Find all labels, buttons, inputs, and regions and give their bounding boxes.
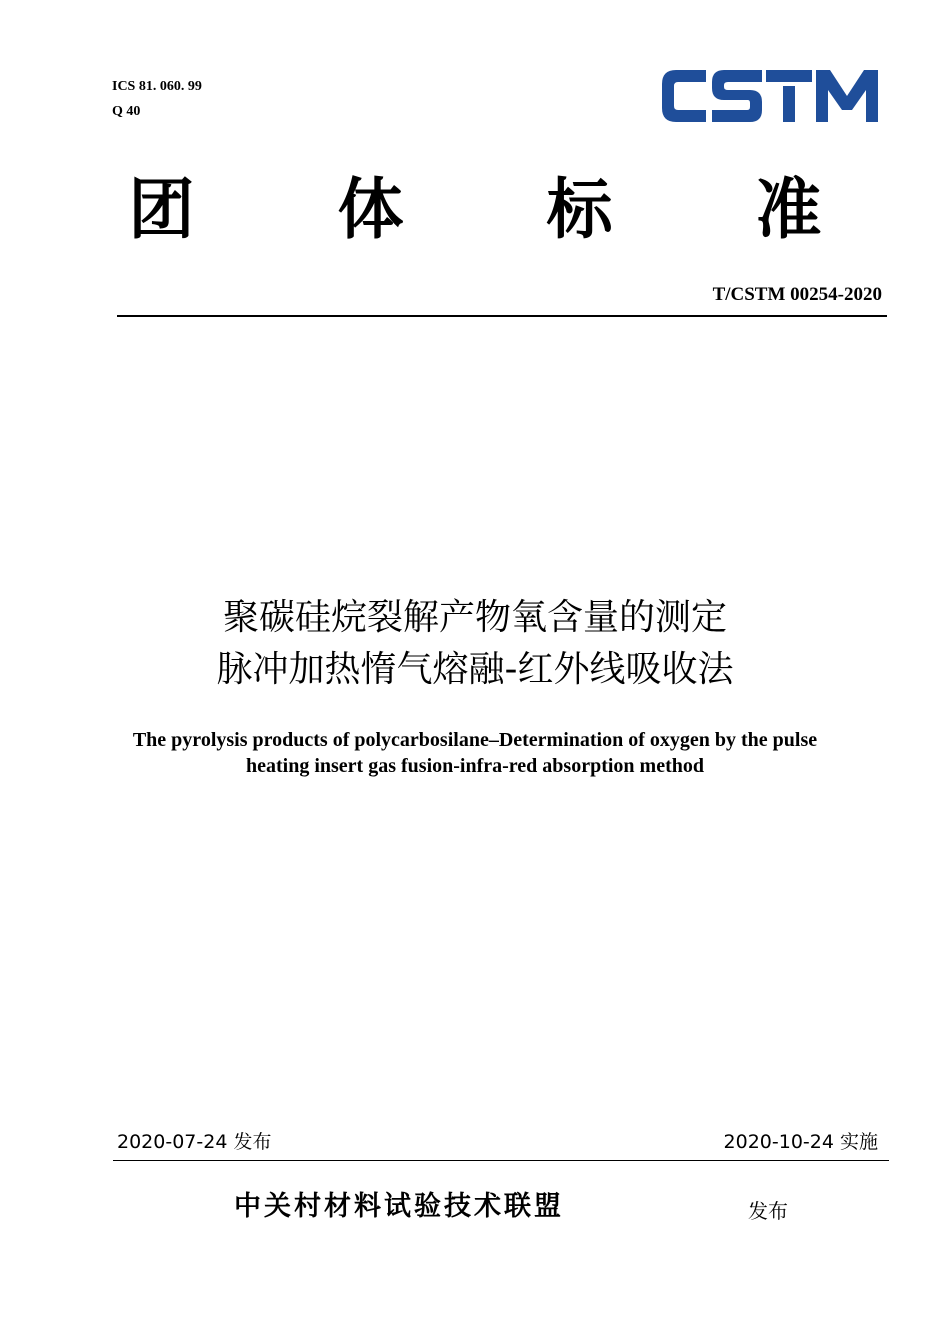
english-title-line-1: The pyrolysis products of polycarbosilane–Determination of oxygen by the pulse <box>132 729 818 751</box>
ics-code: ICS 81. 060. 99 <box>112 79 202 94</box>
english-title-line-2: heating insert gas fusion-infra-red absorption method <box>246 755 704 777</box>
implementation-date: 2020-10-24 实施 <box>723 1131 878 1153</box>
classification-codes <box>112 74 202 124</box>
footer-divider <box>113 1160 889 1161</box>
publisher-name: 中关村材料试验技术联盟 <box>234 1191 564 1222</box>
ccs-code: Q 40 <box>112 104 141 119</box>
header-divider <box>117 315 887 317</box>
issue-date: 2020-07-24 发布 <box>117 1131 272 1153</box>
chinese-title-line-2: 脉冲加热惰气熔融-红外线吸收法 <box>216 649 734 690</box>
english-title <box>60 727 890 779</box>
chinese-title <box>0 592 950 696</box>
chinese-title-line-1: 聚碳硅烷裂解产物氧含量的测定 <box>222 597 727 638</box>
document-type-heading: 团 体 标 准 <box>128 171 882 248</box>
publisher-suffix: 发布 <box>748 1199 788 1223</box>
standard-number: T/CSTM 00254-2020 <box>712 284 882 305</box>
cstm-logo <box>658 66 880 126</box>
